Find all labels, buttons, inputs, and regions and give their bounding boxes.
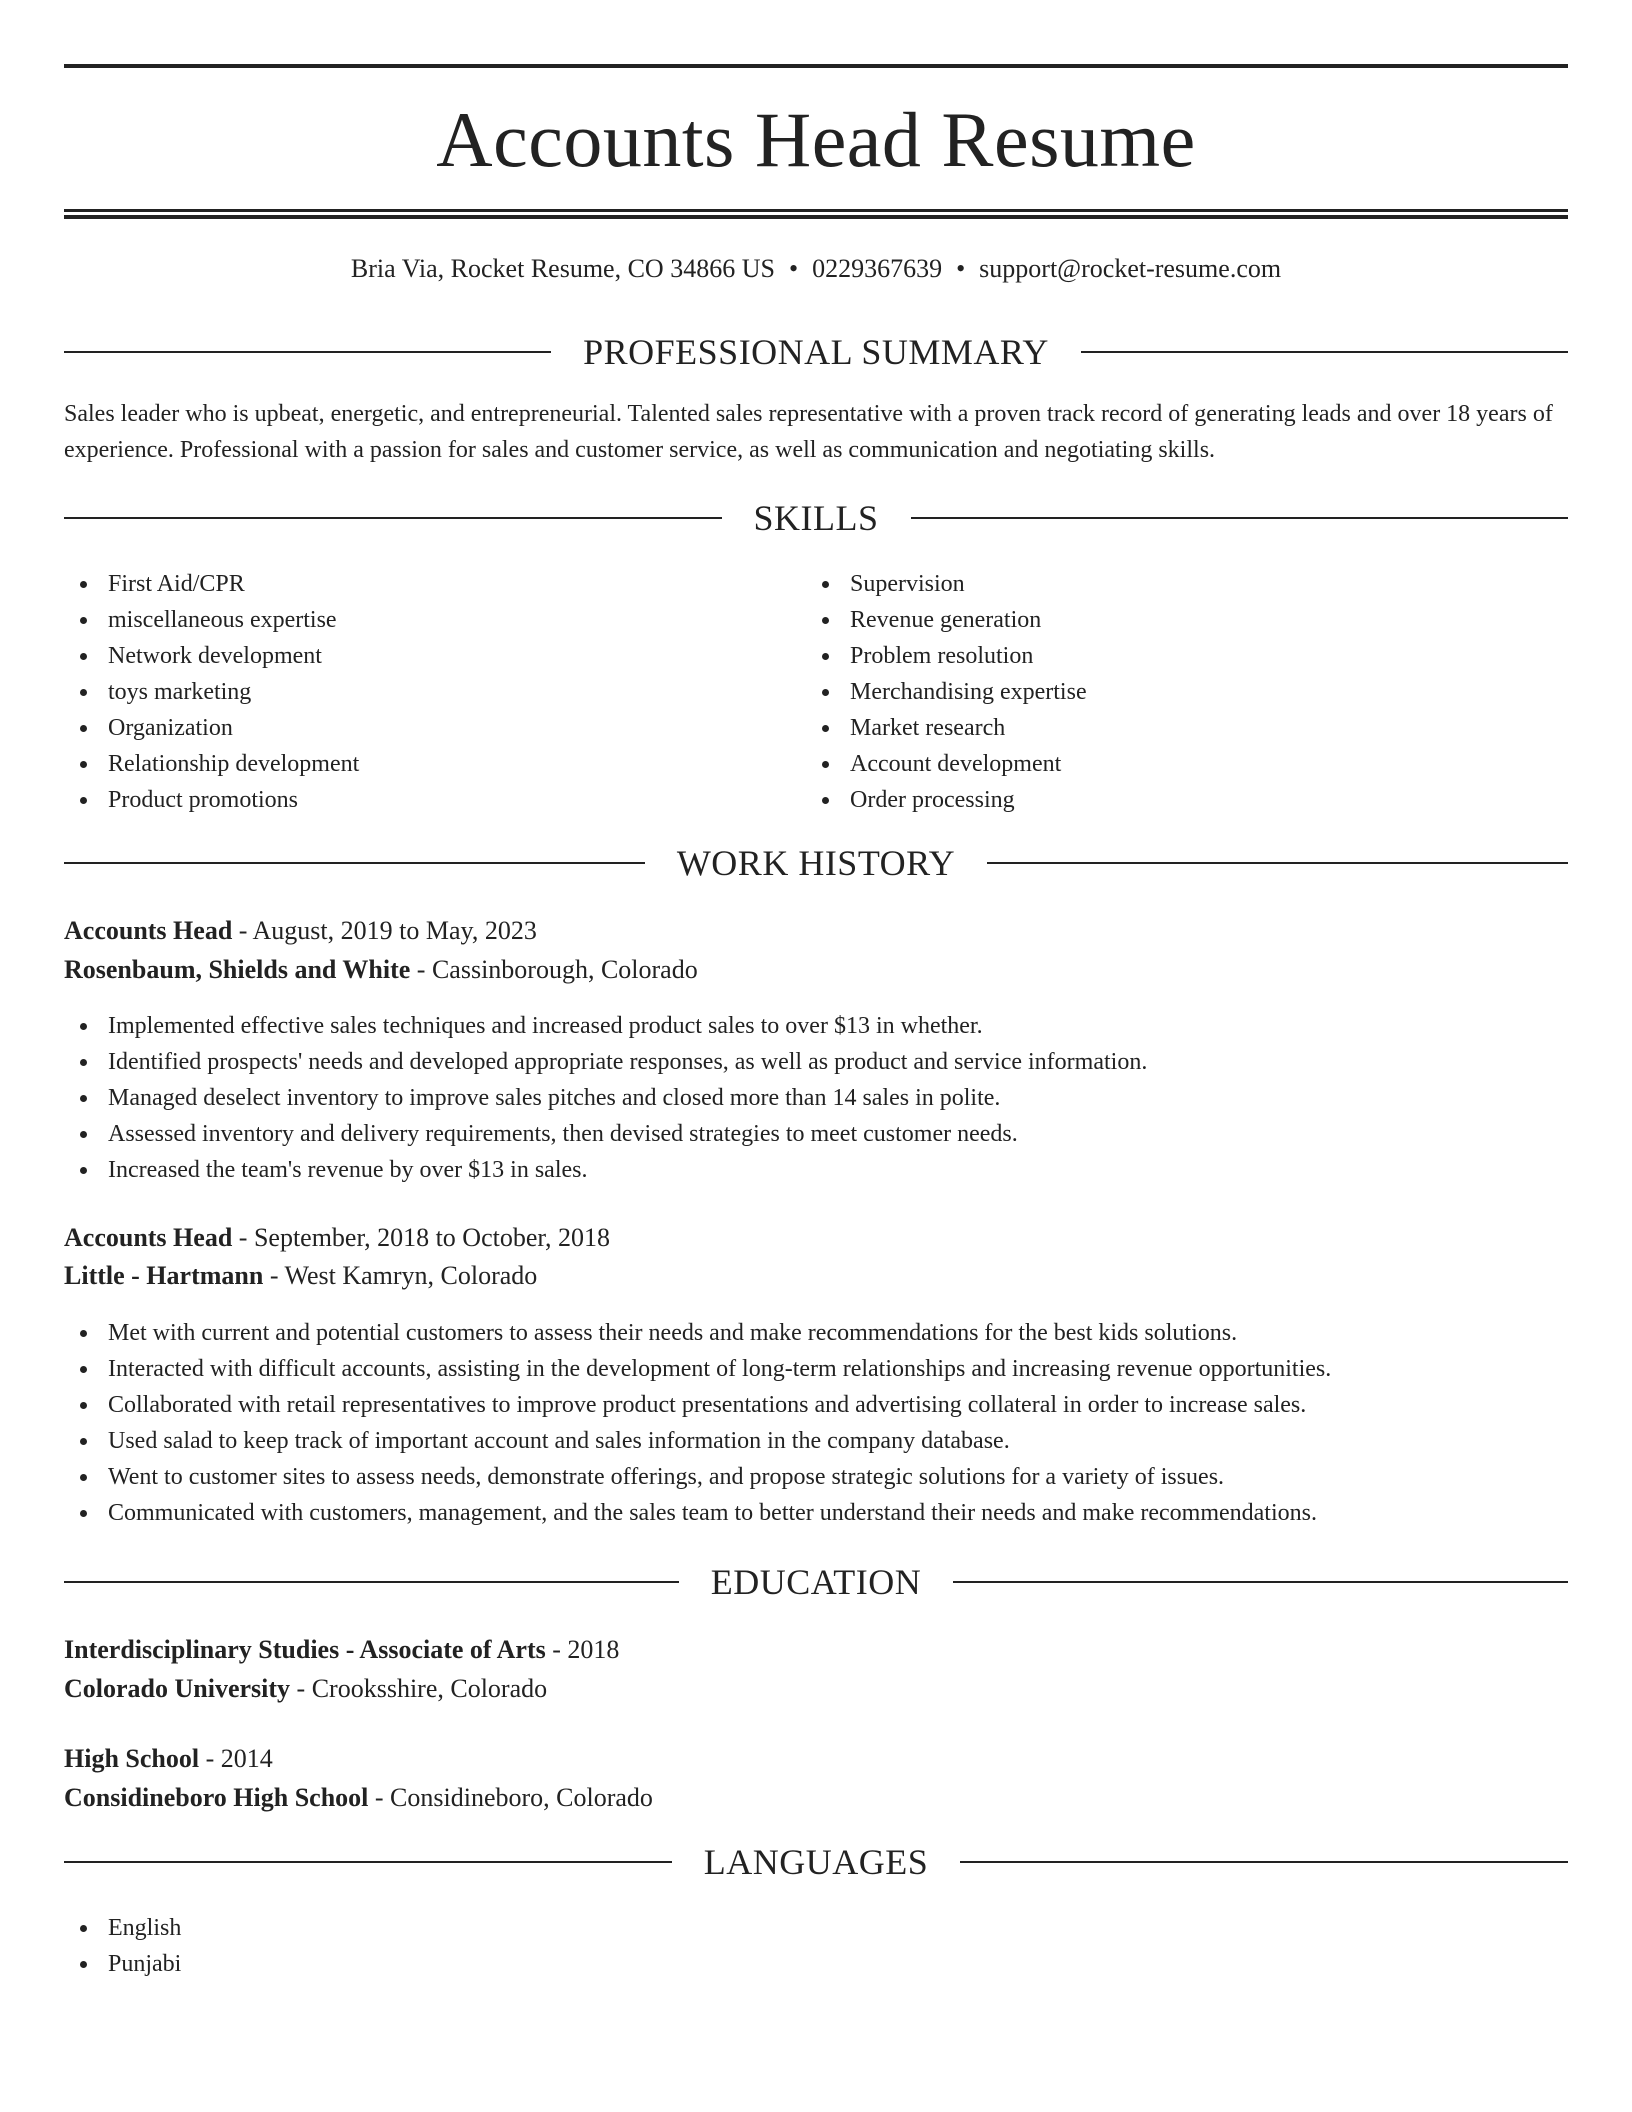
job-location: - West Kamryn, Colorado	[263, 1261, 538, 1290]
education-year: - 2018	[545, 1635, 620, 1664]
job-title-line	[64, 912, 1568, 950]
work-heading-text: WORK HISTORY	[676, 843, 956, 883]
double-rule	[64, 209, 1568, 219]
job-bullet: Used salad to keep track of important account and sales information in the company database.	[64, 1423, 1331, 1459]
contact-separator: •	[956, 254, 966, 283]
summary-heading-text: PROFESSIONAL SUMMARY	[583, 332, 1049, 372]
top-rule	[64, 64, 1568, 68]
language-item: English	[64, 1910, 181, 1946]
contact-email: support@rocket-resume.com	[979, 254, 1282, 283]
languages-heading-text: LANGUAGES	[703, 1842, 929, 1882]
heading-rule	[953, 1581, 1568, 1583]
education-location: - Crooksshire, Colorado	[290, 1674, 548, 1703]
job-company: Rosenbaum, Shields and White	[64, 955, 411, 984]
skill-item: Product promotions	[64, 782, 359, 818]
job-bullets	[64, 1315, 1331, 1531]
languages-heading	[64, 1840, 1568, 1884]
education-school-line	[64, 1670, 1568, 1708]
skill-item: Order processing	[806, 782, 1087, 818]
skill-item: Market research	[806, 710, 1087, 746]
job-bullet: Managed deselect inventory to improve sales pitches and closed more than 14 sales in polite.	[64, 1080, 1147, 1116]
skills-heading	[64, 496, 1568, 540]
languages-list	[64, 1910, 181, 1982]
job-bullet: Identified prospects' needs and developed appropriate responses, as well as product and service information.	[64, 1044, 1147, 1080]
job-bullet: Interacted with difficult accounts, assisting in the development of long-term relationships and increasing revenue opportunities.	[64, 1351, 1331, 1387]
heading-rule	[960, 1861, 1568, 1863]
job-bullet: Implemented effective sales techniques and increased product sales to over $13 in whether.	[64, 1008, 1147, 1044]
skill-item: Organization	[64, 710, 359, 746]
job-location: - Cassinborough, Colorado	[410, 955, 698, 984]
job-title-line	[64, 1219, 1568, 1257]
job-bullet: Increased the team's revenue by over $13 in sales.	[64, 1152, 1147, 1188]
resume-title: Accounts Head Resume	[436, 96, 1196, 183]
job-title: Accounts Head	[64, 1223, 233, 1252]
skill-item: Problem resolution	[806, 638, 1087, 674]
education-heading	[64, 1560, 1568, 1604]
job-title: Accounts Head	[64, 916, 233, 945]
contact-line	[64, 252, 1568, 286]
education-degree-line	[64, 1631, 1568, 1669]
education-school: Colorado University	[64, 1674, 291, 1703]
contact-phone: 0229367639	[812, 254, 943, 283]
skill-item: Network development	[64, 638, 359, 674]
summary-heading	[64, 330, 1568, 374]
skill-item: toys marketing	[64, 674, 359, 710]
job-dates: - August, 2019 to May, 2023	[232, 916, 537, 945]
heading-rule	[1081, 351, 1568, 353]
job-bullet: Met with current and potential customers to assess their needs and make recommendations for the best kids solutions.	[64, 1315, 1331, 1351]
skill-item: miscellaneous expertise	[64, 602, 359, 638]
work-heading	[64, 841, 1568, 885]
job-bullet: Collaborated with retail representatives to improve product presentations and advertising collateral in order to increase sales.	[64, 1387, 1331, 1423]
skills-list-right	[806, 566, 1087, 818]
education-location: - Considineboro, Colorado	[368, 1783, 653, 1812]
job-dates: - September, 2018 to October, 2018	[232, 1223, 611, 1252]
education-school: Considineboro High School	[64, 1783, 369, 1812]
contact-separator: •	[788, 254, 799, 283]
skill-item: First Aid/CPR	[64, 566, 359, 602]
job-bullets	[64, 1008, 1147, 1188]
job-company: Little - Hartmann	[64, 1261, 264, 1290]
contact-address: Bria Via, Rocket Resume, CO 34866 US	[350, 254, 775, 283]
job-company-line	[64, 951, 1568, 989]
heading-rule	[64, 351, 551, 353]
education-heading-text: EDUCATION	[710, 1562, 922, 1602]
skills-heading-text: SKILLS	[753, 498, 879, 538]
skill-item: Supervision	[806, 566, 1087, 602]
summary-text: Sales leader who is upbeat, energetic, and entrepreneurial. Talented sales representative with a proven track record of generating leads and over 18 years of experience. Professional with a passion for sales and customer service, as well as communication and negotiating skills.	[64, 401, 1553, 463]
heading-rule	[64, 1861, 672, 1863]
education-degree: High School	[64, 1744, 200, 1773]
education-degree: Interdisciplinary Studies - Associate of Arts	[64, 1635, 546, 1664]
skill-item: Account development	[806, 746, 1087, 782]
education-school-line	[64, 1779, 1568, 1817]
heading-rule	[64, 517, 722, 519]
skill-item: Revenue generation	[806, 602, 1087, 638]
job-company-line	[64, 1257, 1568, 1295]
skill-item: Relationship development	[64, 746, 359, 782]
job-bullet: Went to customer sites to assess needs, demonstrate offerings, and propose strategic solutions for a variety of issues.	[64, 1459, 1331, 1495]
education-degree-line	[64, 1740, 1568, 1778]
heading-rule	[64, 862, 645, 864]
education-year: - 2014	[199, 1744, 273, 1773]
heading-rule	[987, 862, 1568, 864]
language-item: Punjabi	[64, 1946, 181, 1982]
skill-item: Merchandising expertise	[806, 674, 1087, 710]
heading-rule	[911, 517, 1569, 519]
skills-list-left	[64, 566, 359, 818]
job-bullet: Assessed inventory and delivery requirements, then devised strategies to meet customer needs.	[64, 1116, 1147, 1152]
heading-rule	[64, 1581, 679, 1583]
job-bullet: Communicated with customers, management, and the sales team to better understand their needs and make recommendations.	[64, 1495, 1331, 1531]
